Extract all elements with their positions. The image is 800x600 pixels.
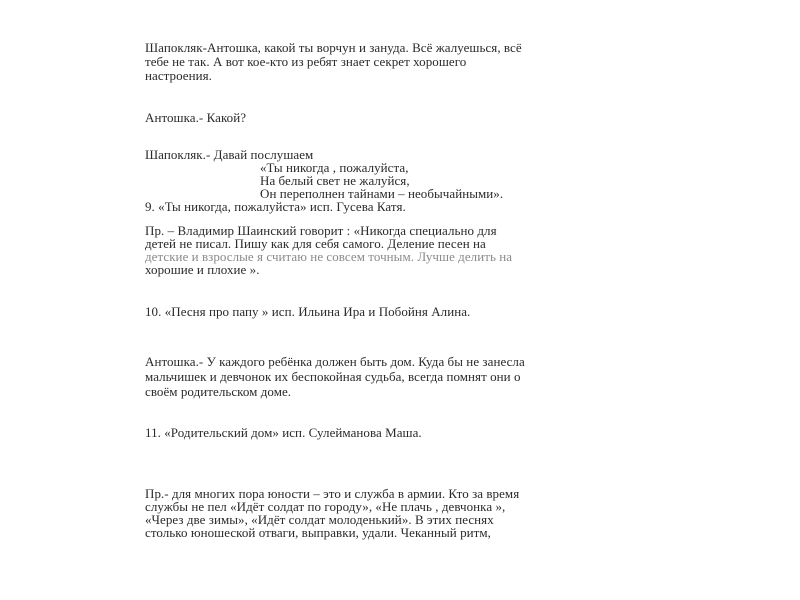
verse-line: Он переполнен тайнами – необычайными». [260, 186, 504, 201]
text-line: хорошие и плохие ». [145, 262, 260, 277]
text-line: Антошка.- Какой? [145, 110, 247, 125]
text-line: Шапокляк-Антошка, какой ты ворчун и зануда. Всё жалуешься, всё [145, 40, 522, 55]
text-line: детей не писал. Пишу как для себя самого. Деление песен на [145, 236, 486, 251]
text-line: тебе не так. А вот кое-кто из ребят знает секрет хорошего [145, 54, 467, 69]
text-line: службы не пел «Идёт солдат по городу», «Не плачь , девчонка », [145, 499, 506, 514]
text-line: своём родительском доме. [145, 384, 292, 399]
text-line: «Через две зимы», «Идёт солдат молоденький». В этих песнях [145, 512, 494, 527]
text-line: мальчишек и девчонок их беспокойная судьба, всегда помнят они о [145, 369, 521, 384]
text-line: 10. «Песня про папу » исп. Ильина Ира и Побойня Алина. [145, 304, 471, 319]
text-line: 11. «Родительский дом» исп. Сулейманова Маша. [145, 425, 422, 440]
text-line: Пр. – Владимир Шаинский говорит : «Никогда специально для [145, 223, 497, 238]
verse-line: На белый свет не жалуйся, [260, 173, 410, 188]
text-line: столько юношеской отваги, выправки, удали. Чеканный ритм, [145, 525, 491, 540]
speaker-line: Шапокляк.- Давай послушаем [145, 147, 314, 162]
text-line: Пр.- для многих пора юности – это и служба в армии. Кто за время [145, 486, 520, 501]
program-item: 9. «Ты никогда, пожалуйста» исп. Гусева Катя. [145, 199, 406, 214]
text-line: Антошка.- У каждого ребёнка должен быть дом. Куда бы не занесла [145, 354, 525, 369]
text-line: настроения. [145, 68, 212, 83]
verse-line: «Ты никогда , пожалуйста, [260, 160, 409, 175]
text-line: детские и взрослые я считаю не совсем точным. Лучше делить на [145, 249, 513, 264]
